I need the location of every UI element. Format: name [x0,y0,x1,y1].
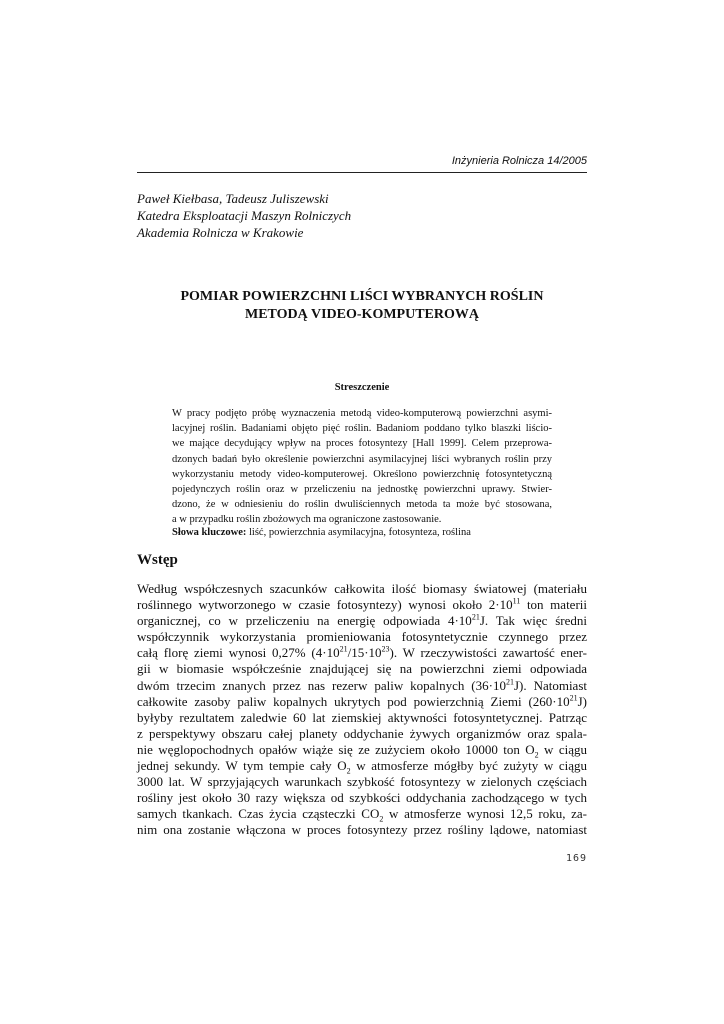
body-line: z perspektywy obszaru całej planety oddychanie żywych organizmów oraz spala- [137,725,587,741]
title-line: METODĄ VIDEO-KOMPUTEROWĄ [245,307,479,322]
body-line: całą florę ziemi wynosi 0,27% $(4\cdot 10^{21}/15\cdot 10^{23})$. W rzeczywistości zawartość ener- [137,645,587,661]
body-line: nim ona zostanie włączona w proces fotosyntezy przez rośliny lądowe, natomiast [137,822,587,838]
author-institution: Akademia Rolnicza w Krakowie [137,225,304,240]
abstract-line: dzonych badań było określenie powierzchni asymilacyjnej liści wybranych roślin przy [172,453,552,465]
body-line: samych tkankach. Czas życia cząsteczki $CO_2$ w atmosferze wynosi 12,5 roku, za- [137,806,587,824]
abstract-line: we mające decydujący wpływ na proces fotosyntezy [Hall 1999]. Celem przeprowa- [172,438,552,450]
body-text [137,581,587,839]
journal-header: Inżynieria Rolnicza 14/2005 [451,155,587,167]
body-line: roślinnego wytworzonego w czasie fotosyntezy) wynosi około $2\cdot 10^{11}$ ton materii [137,596,587,613]
abstract-line: pojedynczych roślin oraz w przeliczeniu na jednostkę powierzchni uprawy. Stwier- [172,483,552,495]
author-names: Paweł Kiełbasa, Tadeusz Juliszewski [137,191,329,206]
body-line: gii w biomasie współcześnie znajdującej się na powierzchni ziemi odpowiada [137,661,587,677]
body-line: rośliny jest około 30 razy większa od szybkości oddychania zachodzącego w tych [137,790,587,806]
abstract-text [172,406,552,528]
body-line: nie węglopochodnych opałów wiąże się ze zużyciem około 10000 ton $O_2$ w ciągu [137,741,587,760]
body-line: jednej sekundy. W tym tempie cały $O_2$ w atmosferze mógłby być zużyty w ciągu [137,758,587,776]
section-heading: Wstęp [137,552,178,568]
keywords-text: liść, powierzchnia asymilacyjna, fotosynteza, roślina [246,527,471,538]
author-department: Katedra Eksploatacji Maszyn Rolniczych [137,208,352,223]
body-line: Według współczesnych szacunków całkowita ilość biomasy światowej (materiału [137,581,587,596]
abstract-line: lacyjnej roślin. Badaniami objęto pięć roślin. Badaniom poddano tylko blaszki liścio- [172,423,552,435]
keywords-label: Słowa kluczowe: [172,527,247,538]
abstract-line: a w przypadku roślin zbożowych ma ograniczone zastosowanie. [172,514,442,526]
abstract-line: dzono, że w odniesieniu do roślin dwuliściennych metoda ta może być stosowana, [172,499,552,511]
header-rule [137,172,587,173]
abstract-heading: Streszczenie [334,382,390,393]
keywords [172,526,552,539]
title-line: POMIAR POWIERZCHNI LIŚCI WYBRANYCH ROŚLIN [180,289,544,304]
body-line: 3000 lat. W sprzyjających warunkach szybkość fotosyntezy w zielonych częściach [137,774,587,790]
body-line: byłyby rezultatem zaledwie 60 lat ziemskiej aktywności fotosyntetycznej. Patrząc [137,709,587,725]
body-line: dwóm trzecim znanych przez nas rezerw paliw kopalnych $(36\cdot 10^{21}J)$. Natomiast [137,677,587,693]
abstract-line: W pracy podjęto próbę wyznaczenia metodą video-komputerową powierzchni asymi- [172,408,552,419]
abstract-line: wykorzystaniu metody video-komputerowej. Określono powierzchnię fotosyntetyczną [172,468,552,480]
paper-title [137,288,587,324]
page-number: 169 [565,853,587,864]
body-line: współczynnik wykorzystania promieniowania fotosyntetycznie czynnego przez [137,629,587,645]
body-line: organicznej, co w przeliczeniu na energię odpowiada $4\cdot 10^{21}J$. Tak więc średni [137,612,587,629]
body-line: całkowite zasoby paliw kopalnych ukrytych pod powierzchnią Ziemi $(260\cdot 10^{21}J)$ [137,693,587,709]
author-block [137,190,587,241]
